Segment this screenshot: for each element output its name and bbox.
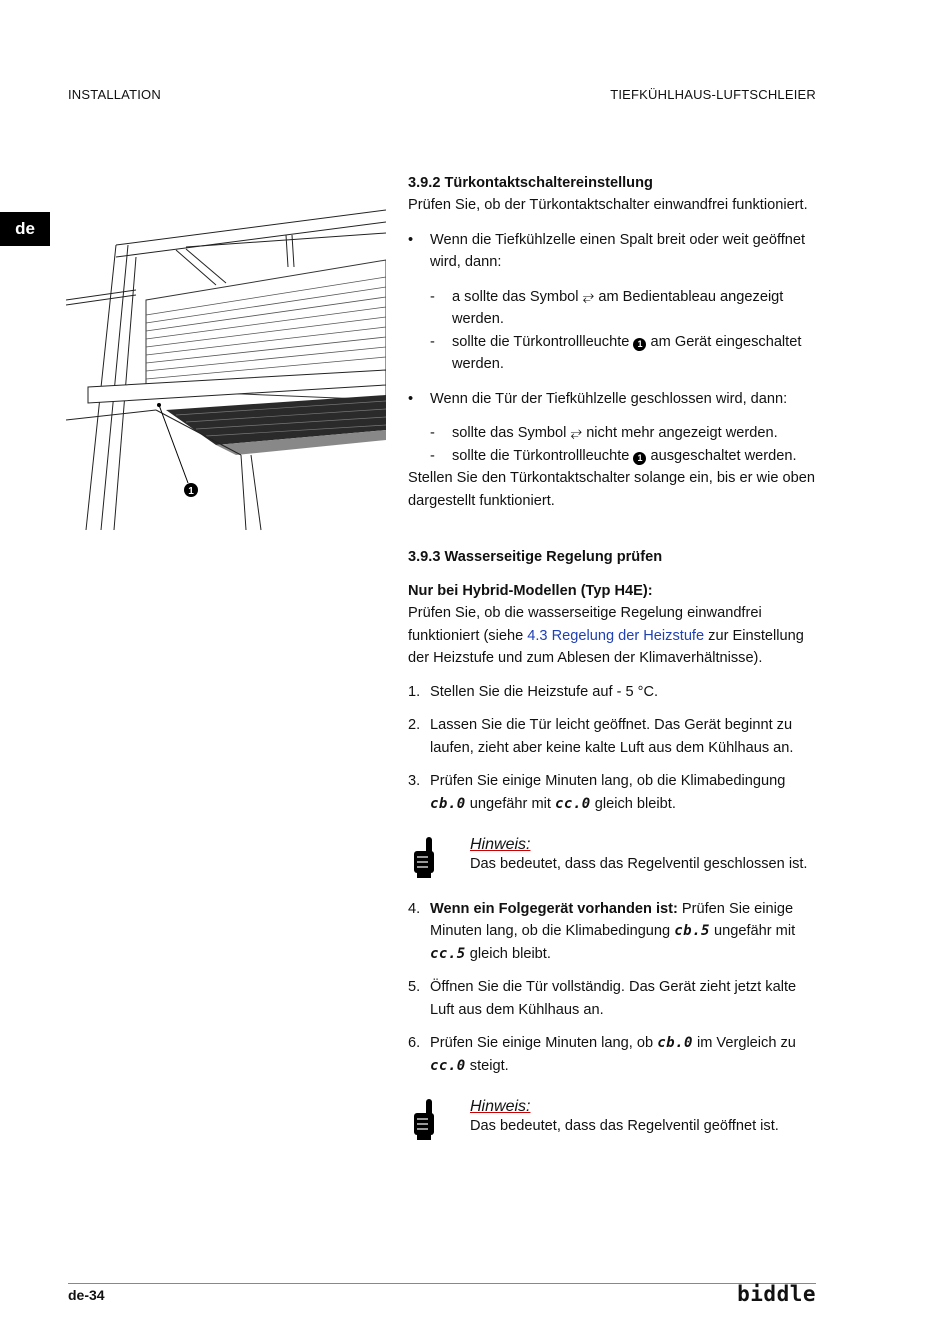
note-text: Das bedeutet, dass das Regelventil geschlossen ist. — [470, 856, 808, 872]
dash-icon: - — [430, 333, 435, 350]
list-item: 3. Prüfen Sie einige Minuten lang, ob die Klimabedingung cb.0 ungefähr mit cc.0 gleich bleibt. — [408, 773, 786, 812]
display-code: cb.0 — [657, 1035, 693, 1051]
list-item: - sollte die Türkontrollleuchte 1 am Gerät eingeschaltet werden. — [430, 331, 818, 376]
note-box — [408, 835, 818, 887]
list-item: 4. Wenn ein Folgegerät vorhanden ist: Prüfen Sie einige Minuten lang, ob die Klimabedingung cb.5 ungefähr mit cc.5 gleich bleibt. — [408, 900, 796, 962]
paragraph-intro-392: Prüfen Sie, ob der Türkontaktschalter einwandfrei funktioniert. — [408, 197, 808, 213]
bullet-icon: • — [408, 231, 414, 248]
display-code: cc.0 — [430, 1057, 466, 1074]
list-item: - a sollte das Symbol ⥂ am Bedientableau angezeigt werden. — [430, 286, 818, 331]
cross-reference-link[interactable]: 4.3 Regelung der Heizstufe — [527, 627, 705, 644]
callout-circle-icon: 1 — [633, 452, 646, 465]
list-item: 5. Öffnen Sie die Tür vollständig. Das Gerät zieht jetzt kalte Luft aus dem Kühlhaus an. — [408, 979, 797, 1018]
callout-number: 1 — [188, 486, 194, 497]
list-item: 6. Prüfen Sie einige Minuten lang, ob cb.0 im Vergleich zu cc.0 steigt. — [408, 1035, 796, 1074]
note-text: Das bedeutet, dass das Regelventil geöffnet ist. — [470, 1118, 779, 1134]
dash-icon: - — [430, 447, 435, 464]
dash-icon: - — [430, 425, 435, 441]
list-item: - sollte die Türkontrollleuchte 1 ausgeschaltet werden. — [430, 445, 818, 468]
door-open-symbol-icon: ⥂ — [570, 425, 583, 441]
footer-divider — [68, 1283, 816, 1284]
pointing-hand-icon — [408, 1097, 470, 1149]
sub-list — [430, 286, 818, 376]
list-item: - sollte das Symbol ⥂ nicht mehr angezeigt werden. — [430, 422, 818, 445]
header-document-title: TIEFKÜHLHAUS-LUFTSCHLEIER — [610, 87, 816, 102]
display-code: cc.0 — [554, 795, 591, 812]
display-code: cb.0 — [430, 795, 466, 812]
sub-list — [430, 422, 818, 467]
note-box — [408, 1097, 818, 1149]
section-title-393: 3.9.3 Wasserseitige Regelung prüfen — [408, 549, 663, 565]
main-content — [408, 172, 818, 1149]
section-subtitle-393: Nur bei Hybrid-Modellen (Typ H4E): — [408, 583, 653, 599]
list-item: • Wenn die Tür der Tiefkühlzelle geschlossen wird, dann: — [408, 388, 818, 411]
header-section-title: INSTALLATION — [68, 87, 161, 102]
list-item: • Wenn die Tiefkühlzelle einen Spalt breit oder weit geöffnet wird, dann: — [408, 229, 818, 274]
note-title: Hinweis: — [470, 836, 531, 853]
bullet-icon: • — [408, 390, 414, 407]
list-item: 1. Stellen Sie die Heizstufe auf - 5 °C. — [408, 683, 659, 700]
display-code: cb.5 — [674, 923, 710, 939]
door-open-symbol-icon: ⥂ — [582, 288, 595, 305]
display-code: cc.5 — [430, 945, 466, 962]
list-item: 2. Lassen Sie die Tür leicht geöffnet. Das Gerät beginnt zu laufen, zieht aber keine kalte Luft aus dem Kühlhaus an. — [408, 717, 794, 756]
page-number: de-34 — [68, 1287, 105, 1303]
paragraph-outro-392: Stellen Sie den Türkontaktschalter solange ein, bis er wie oben dargestellt funktioniert. — [408, 470, 815, 509]
door-contact-figure — [66, 205, 386, 535]
language-tab: de — [0, 212, 50, 246]
note-title: Hinweis: — [470, 1098, 531, 1115]
dash-icon: - — [430, 288, 435, 305]
section-title-392: 3.9.2 Türkontaktschaltereinstellung — [408, 175, 653, 191]
callout-circle-icon: 1 — [633, 338, 646, 351]
pointing-hand-icon — [408, 835, 470, 887]
paragraph-intro-393: Prüfen Sie, ob die wasserseitige Regelung einwandfrei funktioniert (siehe 4.3 Regelung der Heizstufe zur Einstellung der Heizstufe und zum Ablesen der Klimaverhältnisse). — [408, 605, 804, 666]
brand-logo: biddle — [737, 1282, 816, 1306]
